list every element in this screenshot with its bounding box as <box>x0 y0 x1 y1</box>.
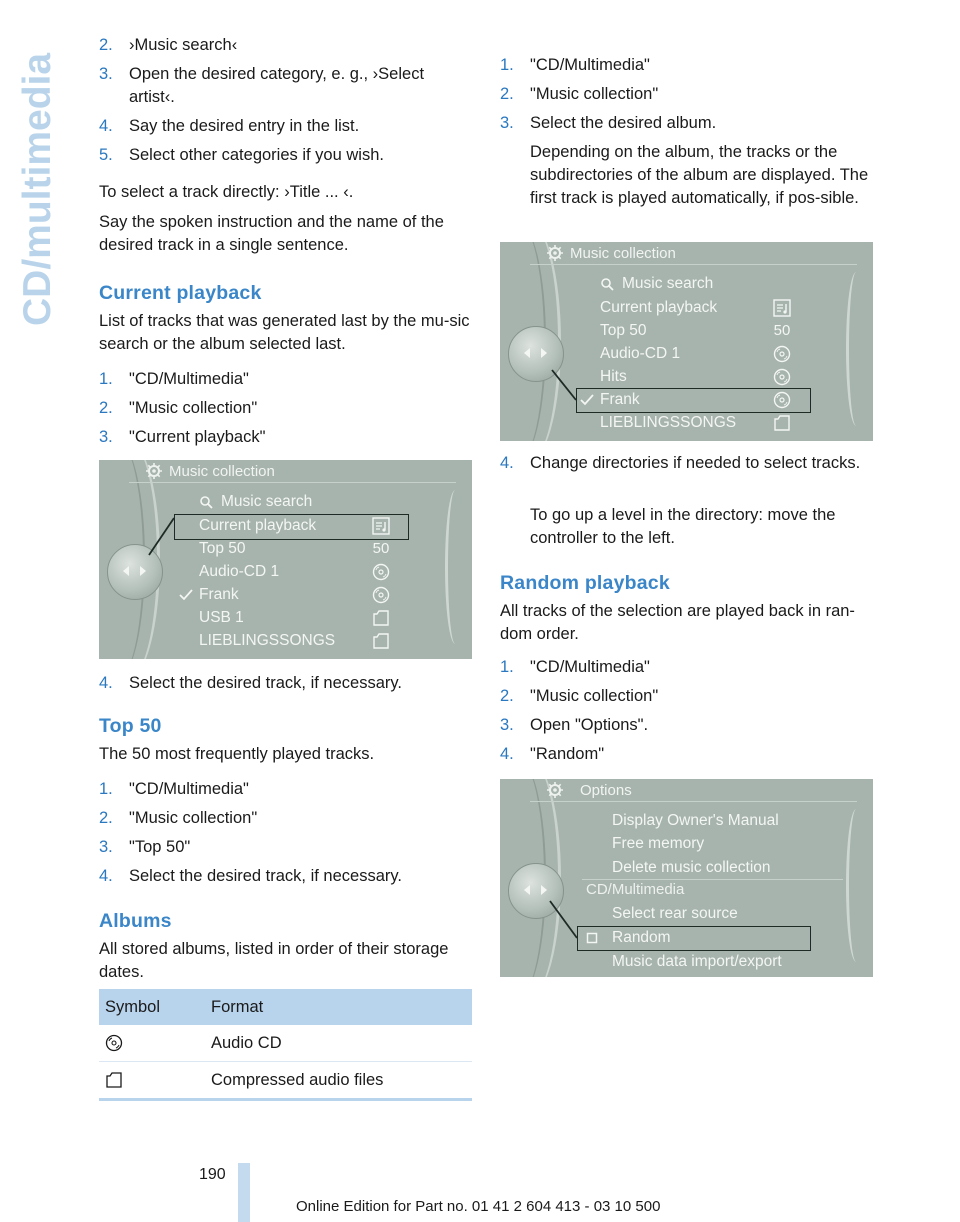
step-number: 3. <box>500 716 514 734</box>
section-heading-current-playback: Current playback <box>99 282 262 304</box>
table-cell: Compressed audio files <box>211 1062 472 1100</box>
idrive-screen-music-collection-album <box>500 242 873 441</box>
step-text: Open the desired category, e. g., ›Select artist‹. <box>129 65 425 106</box>
screen-title: Music collection <box>570 244 676 262</box>
table-header: Symbol <box>99 989 211 1025</box>
list-item <box>500 656 873 679</box>
step-number: 3. <box>99 65 113 83</box>
step-number: 2. <box>99 399 113 417</box>
idrive-screen-music-collection <box>99 460 472 659</box>
step-text: "CD/Multimedia" <box>530 56 650 74</box>
menu-row[interactable]: Music data import/export <box>612 953 782 970</box>
section-heading-top-50: Top 50 <box>99 715 162 737</box>
menu-row[interactable]: Top 50 <box>199 540 246 557</box>
step-text: "Random" <box>530 745 605 763</box>
menu-row[interactable]: Display Owner's Manual <box>612 812 779 829</box>
step-number: 2. <box>99 36 113 54</box>
section-heading-albums: Albums <box>99 910 172 932</box>
menu-row[interactable]: Select rear source <box>612 905 738 922</box>
step-number: 3. <box>99 838 113 856</box>
section-heading-random-playback: Random playback <box>500 572 670 594</box>
list-item <box>500 452 873 475</box>
paragraph: Say the spoken instruction and the name of the desired track in a single sentence. <box>99 213 444 254</box>
check-icon <box>179 589 193 601</box>
step-text: "CD/Multimedia" <box>530 658 650 676</box>
list-item <box>99 144 472 167</box>
step-number: 1. <box>99 370 113 388</box>
list-item <box>500 685 873 708</box>
top50-count: 50 <box>372 540 390 557</box>
list-item <box>99 397 472 420</box>
screen-title: Music collection <box>169 462 275 480</box>
step-text: Open "Options". <box>530 716 649 734</box>
paragraph: List of tracks that was generated last by the mu-sic search or the album selected last. <box>99 312 470 353</box>
step-text: "Top 50" <box>129 838 191 856</box>
cd-icon <box>366 560 396 583</box>
current-steps <box>99 368 472 449</box>
step-number: 4. <box>99 117 113 135</box>
list-item <box>500 112 873 135</box>
table-row <box>99 1062 472 1100</box>
menu-row[interactable]: LIEBLINGSSONGS <box>199 632 336 649</box>
table-header: Format <box>211 989 472 1025</box>
check-icon <box>580 394 594 406</box>
step-number: 1. <box>500 56 514 74</box>
menu-row[interactable]: Audio-CD 1 <box>199 563 280 580</box>
step-number: 3. <box>99 428 113 446</box>
list-item <box>500 714 873 737</box>
step-text: ›Music search‹ <box>129 36 238 54</box>
step-text: "Music collection" <box>129 399 258 417</box>
paragraph: To select a track directly: ›Title ... ‹. <box>99 183 354 201</box>
random-steps <box>500 656 873 766</box>
list-item <box>500 83 873 106</box>
list-item <box>99 426 472 449</box>
table-cell: Audio CD <box>211 1025 472 1062</box>
idrive-screen-options <box>500 779 873 977</box>
step-number: 5. <box>99 146 113 164</box>
paragraph: The 50 most frequently played tracks. <box>99 745 375 763</box>
symbol-format-table <box>99 989 472 1101</box>
list-item <box>99 63 472 109</box>
list-item <box>99 34 472 57</box>
cd-icon <box>767 365 797 388</box>
step-number: 4. <box>99 867 113 885</box>
cd-icon <box>767 388 797 411</box>
step-text: Select the desired album. <box>530 114 717 132</box>
table-row <box>99 1025 472 1062</box>
chapter-title-text: CD/multimedia <box>16 52 59 326</box>
cd-icon <box>767 342 797 365</box>
step-text: "Music collection" <box>530 85 659 103</box>
paragraph: Depending on the album, the tracks or the subdirectories of the album are displayed. The first track is played automatically, if pos-sible. <box>530 143 869 207</box>
menu-row[interactable]: Current playback <box>600 299 718 316</box>
step-text: "CD/Multimedia" <box>129 780 249 798</box>
compressed-icon <box>767 411 797 434</box>
footer-accent-bar <box>238 1163 250 1222</box>
edition-text: Online Edition for Part no. 01 41 2 604 413 - 03 10 500 <box>296 1198 661 1215</box>
list-item <box>99 836 472 859</box>
menu-row[interactable]: Music search <box>199 490 312 513</box>
step-number: 2. <box>500 687 514 705</box>
cd-icon <box>99 1025 211 1062</box>
menu-row[interactable]: LIEBLINGSSONGS <box>600 414 737 431</box>
list-item <box>99 672 472 695</box>
menu-row[interactable]: Free memory <box>612 835 705 852</box>
top50-steps <box>99 778 472 888</box>
list-item <box>500 54 873 77</box>
compressed-icon <box>99 1062 211 1100</box>
compressed-icon <box>366 606 396 629</box>
list-item <box>99 368 472 391</box>
step-text: Select the desired track, if necessary. <box>129 867 402 885</box>
menu-row[interactable]: Hits <box>600 368 627 385</box>
paragraph: All stored albums, listed in order of their storage dates. <box>99 940 449 981</box>
table-header-row <box>99 989 472 1025</box>
step-number: 1. <box>500 658 514 676</box>
compressed-icon <box>366 629 396 652</box>
playlist-icon <box>767 296 797 319</box>
page-number: 190 <box>199 1166 226 1183</box>
chapter-side-title <box>10 36 60 336</box>
list-item <box>500 743 873 766</box>
paragraph: To go up a level in the directory: move the controller to the left. <box>530 506 836 547</box>
step-text: "Music collection" <box>129 809 258 827</box>
step-text: "Current playback" <box>129 428 266 446</box>
step-number: 3. <box>500 114 514 132</box>
step-number: 4. <box>500 745 514 763</box>
screen-title: Options <box>580 781 632 799</box>
step-number: 2. <box>99 809 113 827</box>
menu-row[interactable]: Frank <box>580 388 640 411</box>
paragraph: All tracks of the selection are played back in ran-dom order. <box>500 602 855 643</box>
menu-row[interactable]: Music search <box>600 272 713 295</box>
step-text: Select other categories if you wish. <box>129 146 384 164</box>
step-number: 1. <box>99 780 113 798</box>
menu-row[interactable]: Top 50 <box>600 322 647 339</box>
step-number: 4. <box>500 454 514 472</box>
step-text: "CD/Multimedia" <box>129 370 249 388</box>
search-icon <box>199 495 213 509</box>
checkbox-icon[interactable] <box>586 932 598 944</box>
step-text: "Music collection" <box>530 687 659 705</box>
list-item <box>99 807 472 830</box>
top50-count: 50 <box>773 322 791 339</box>
list-item <box>99 865 472 888</box>
right-steps-a <box>500 54 873 135</box>
left-steps-a <box>99 34 472 167</box>
menu-row[interactable]: Current playback <box>199 517 317 534</box>
menu-row-random[interactable]: Random <box>586 926 671 949</box>
step-text: Select the desired track, if necessary. <box>129 674 402 692</box>
list-item <box>99 778 472 801</box>
search-icon <box>600 277 614 291</box>
menu-row[interactable]: Audio-CD 1 <box>600 345 681 362</box>
playlist-icon <box>366 514 396 537</box>
list-item <box>99 115 472 138</box>
menu-row[interactable]: USB 1 <box>199 609 244 626</box>
menu-row[interactable]: Frank <box>179 583 239 606</box>
section-label: CD/Multimedia <box>586 881 685 898</box>
menu-row[interactable]: Delete music collection <box>612 859 771 876</box>
step-number: 2. <box>500 85 514 103</box>
step-number: 4. <box>99 674 113 692</box>
step-text: Say the desired entry in the list. <box>129 117 360 135</box>
cd-icon <box>366 583 396 606</box>
step-text: Change directories if needed to select tracks. <box>530 454 861 472</box>
